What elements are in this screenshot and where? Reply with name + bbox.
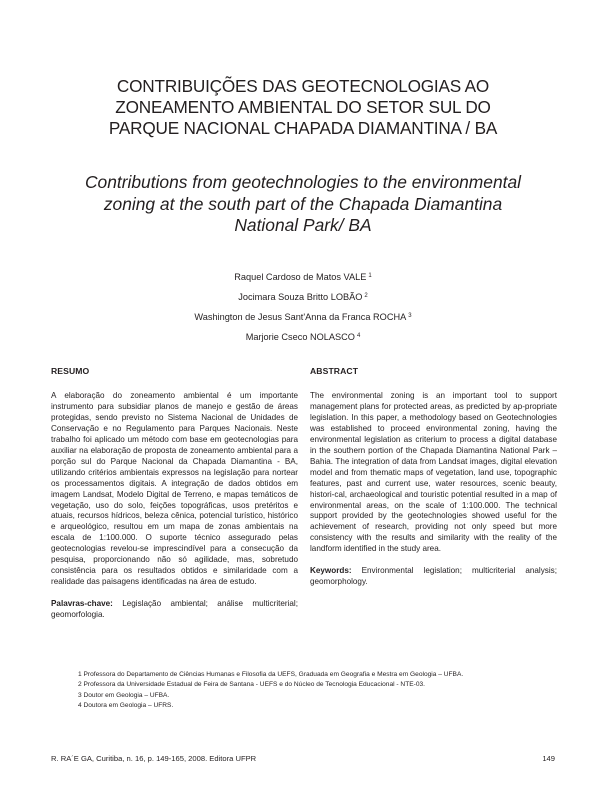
abstract-section (310, 366, 557, 588)
keywords-text: Legislação ambiental; análise multicriterial; geomorfologia. (51, 599, 298, 620)
abstract-heading: ABSTRACT (310, 366, 359, 376)
resumo-text: A elaboração do zoneamento ambiental é um importante instrumento para subsidiar planos de manejo e gestão de áreas protegidas, sendo previsto no Sistema Nacional de Unidades de Conservação e no Regulamento para Parques Nacionais. Neste trabalho foi aplicado um método com base em geotecnologias para auxiliar na elaboração de proposta de zoneamento ambiental para a porção sul do Parque Nacional da Chapada Diamantina - BA, utilizando critérios ambientais expressos na legislação para nortear os processamentos digitais. A integração de dados obtidos em imagem Landsat, Modelo Digital de Terreno, e mapas temáticos de vegetação, uso do solo, feições topográficas, usos pretéritos e atuais, recursos hídricos, beleza cênica, potencial turístico, histórico e arqueológico, resultou em um mapa de zonas ambientais na escala de 1:100.000. O suporte técnico assegurado pelas geotecnologias revelou-se imprescindível para a consecução da pesquisa, proporcionando não só agilidade, mas, sobretudo consistência para os resultados obtidos e similaridade com a realidade das paisagens identificadas na área de estudo. (51, 391, 298, 587)
title-en-line: zoning at the south part of the Chapada Diamantina (103, 193, 503, 214)
author (20, 327, 586, 347)
author-name: Jocimara Souza Britto LOBÃO (238, 292, 363, 302)
title-en-line: National Park/ BA (234, 215, 372, 235)
resumo-section (51, 366, 298, 621)
title-english (20, 172, 586, 237)
keywords-label: Palavras-chave: (51, 599, 113, 609)
abstract-text: The environmental zoning is an important tool to support management plans for protected areas, as predicted by ap-propriate legislation. In this paper, a methodology based on Geotechnologies was established to proceed environmental zoning, having the environmental legislation as criterium to process a digital database in the southern portion of the Chapada Diamantina National Park – Bahia. The integration of data from Landsat images, digital elevation model and from thematic maps of vegetation, land use, topographic features, past and current use, water resources, scenic beauty, histori-cal, archaeological and touristic potential resulted in a map of environmental areas, on the scale of 1:100.000. The technical support provided by the geotechnologies showed useful for the achievement of research, providing not only speed but more consistency with the results and similarity with the reality of the landform identified in the study area. (310, 391, 557, 554)
footnote: 1 Professora do Departamento de Ciências Humanas e Filosofia da UEFS, Graduada em Geografia e Mestra em Geologia – UFBA. (78, 671, 464, 678)
footnote: 2 Professora da Universidade Estadual de Feira de Santana - UEFS e do Núcleo de Tecnologia Educacional - NTE-03. (78, 681, 425, 689)
title-pt-line: ZONEAMENTO AMBIENTAL DO SETOR SUL DO (115, 97, 491, 117)
title-pt-line: CONTRIBUIÇÕES DAS GEOTECNOLOGIAS AO (116, 76, 490, 96)
author-name: Washington de Jesus Sant'Anna da Franca ROCHA (194, 312, 407, 322)
title-en-line: Contributions from geotechnologies to the environmental (85, 172, 521, 192)
keywords-label: Keywords: (310, 566, 352, 576)
footnotes (78, 670, 463, 712)
author (20, 267, 586, 287)
author-name: Raquel Cardoso de Matos VALE (234, 272, 367, 282)
page-number: 149 (542, 754, 555, 763)
author (20, 307, 586, 327)
author-affiliation-mark: 1 (368, 273, 372, 279)
title-pt-line: PARQUE NACIONAL CHAPADA DIAMANTINA / BA (108, 118, 498, 138)
author-affiliation-mark: 3 (408, 313, 412, 319)
abstract-keywords (310, 566, 557, 588)
author-list (20, 267, 586, 347)
footnote: 4 Doutora em Geologia – UFRS. (78, 702, 174, 710)
author-affiliation-mark: 4 (356, 333, 361, 339)
resumo-keywords (51, 599, 298, 621)
author (20, 287, 586, 307)
author-affiliation-mark: 2 (364, 293, 368, 299)
author-name: Marjorie Cseco NOLASCO (245, 332, 355, 342)
journal-citation: R. RA´E GA, Curitiba, n. 16, p. 149-165, 2008. Editora UFPR (51, 754, 257, 763)
resumo-heading: RESUMO (51, 366, 90, 376)
title-portuguese (20, 76, 586, 139)
keywords-text: Environmental legislation; multicriterial analysis; geomorphology. (310, 566, 557, 587)
footnote: 3 Doutor em Geologia – UFBA. (78, 691, 170, 699)
